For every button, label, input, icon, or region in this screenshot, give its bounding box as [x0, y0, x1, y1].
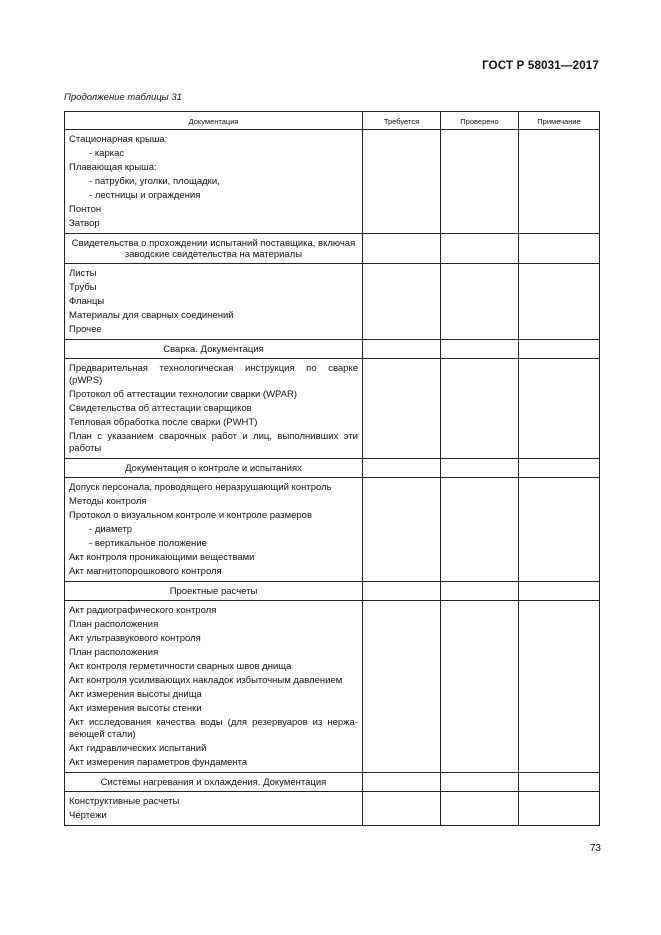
list-item: Понтон [69, 204, 102, 215]
empty-cell [519, 792, 600, 826]
list-item: Методы контроля [69, 496, 147, 507]
empty-cell [519, 130, 600, 234]
section-items [65, 264, 363, 340]
section-title-row [65, 340, 600, 359]
list-item: Стационарная крыша: [69, 134, 168, 145]
section-items [65, 130, 363, 234]
empty-cell [441, 773, 519, 792]
section-title-row [65, 773, 600, 792]
list-item: Акт исследования качества воды (для резервуаров из нержа-веющей стали) [69, 717, 358, 740]
list-item: - диаметр [69, 523, 358, 537]
empty-cell [519, 234, 600, 264]
empty-cell [363, 478, 441, 582]
section-title-row [65, 459, 600, 478]
table-caption: Продолжение таблицы 31 [64, 92, 182, 103]
empty-cell [441, 340, 519, 359]
section-items [65, 792, 363, 826]
empty-cell [441, 234, 519, 264]
column-header-required: Требуется [363, 112, 441, 130]
section-items-row [65, 359, 600, 459]
list-item: План с указанием сварочных работ и лиц, выполнивших эти работы [69, 431, 358, 454]
list-item: План расположения [69, 619, 159, 630]
table-header-row [65, 112, 600, 130]
empty-cell [363, 359, 441, 459]
section-items-row [65, 792, 600, 826]
empty-cell [363, 459, 441, 478]
empty-cell [519, 340, 600, 359]
list-item: - патрубки, уголки, площадки, [69, 175, 358, 189]
list-item: Акт радиографического контроля [69, 605, 217, 616]
list-item: Трубы [69, 282, 97, 293]
list-item: - вертикальное положение [69, 537, 358, 551]
empty-cell [441, 459, 519, 478]
empty-cell [363, 234, 441, 264]
list-item: Акт измерения высоты стенки [69, 703, 202, 714]
list-item: Чертежи [69, 810, 107, 821]
column-header-note: Примечание [519, 112, 600, 130]
empty-cell [363, 582, 441, 601]
list-item: Свидетельства об аттестации сварщиков [69, 403, 252, 414]
column-header-documentation: Документация [65, 112, 363, 130]
section-title: Сварка. Документация [65, 340, 363, 359]
section-title: Свидетельства о прохождении испытаний поставщика, включая заводские свидетельства на материалы [65, 234, 363, 264]
list-item: Акт контроля герметичности сварных швов днища [69, 661, 292, 672]
section-items [65, 601, 363, 773]
list-item: Акт измерения параметров фундамента [69, 757, 248, 768]
list-item: Конструктивные расчеты [69, 796, 180, 807]
list-item: Акт ультразвукового контроля [69, 633, 201, 644]
empty-cell [441, 478, 519, 582]
list-item: Акт контроля усиливающих накладок избыточным давлением [69, 675, 343, 686]
section-title: Документация о контроле и испытаниях [65, 459, 363, 478]
list-item: Акт гидравлических испытаний [69, 743, 207, 754]
empty-cell [441, 601, 519, 773]
empty-cell [519, 478, 600, 582]
list-item: Материалы для сварных соединений [69, 310, 234, 321]
list-item: Фланцы [69, 296, 105, 307]
list-item: Акт магнитопорошкового контроля [69, 566, 222, 577]
empty-cell [441, 264, 519, 340]
empty-cell [363, 130, 441, 234]
section-items [65, 478, 363, 582]
list-item: Протокол о визуальном контроле и контроле размеров [69, 510, 313, 521]
column-header-checked: Проверено [441, 112, 519, 130]
empty-cell [363, 264, 441, 340]
empty-cell [519, 459, 600, 478]
empty-cell [363, 601, 441, 773]
list-item: Акт измерения высоты днища [69, 689, 202, 700]
list-item: Затвор [69, 218, 100, 229]
empty-cell [441, 130, 519, 234]
empty-cell [519, 601, 600, 773]
section-title: Проектные расчеты [65, 582, 363, 601]
empty-cell [519, 773, 600, 792]
empty-cell [441, 792, 519, 826]
list-item: Допуск персонала, проводящего неразрушающий контроль [69, 482, 332, 493]
list-item: Тепловая обработка после сварки (PWHT) [69, 417, 258, 428]
empty-cell [363, 792, 441, 826]
empty-cell [519, 264, 600, 340]
list-item: Предварительная технологическая инструкция по сварке (pWPS) [69, 363, 358, 386]
list-item: - лестницы и ограждения [69, 189, 358, 203]
section-items-row [65, 130, 600, 234]
standard-designation: ГОСТ Р 58031—2017 [482, 60, 599, 72]
section-title-row [65, 582, 600, 601]
documentation-table [64, 111, 600, 826]
section-items-row [65, 478, 600, 582]
empty-cell [519, 582, 600, 601]
section-items-row [65, 601, 600, 773]
page-number: 73 [589, 843, 601, 854]
list-item: - каркас [69, 147, 358, 161]
table-body [65, 130, 600, 826]
section-title-row [65, 234, 600, 264]
section-items [65, 359, 363, 459]
section-items-row [65, 264, 600, 340]
section-title: Системы нагревания и охлаждения. Документация [65, 773, 363, 792]
empty-cell [441, 582, 519, 601]
list-item: Плавающая крыша: [69, 162, 157, 173]
empty-cell [519, 359, 600, 459]
empty-cell [441, 359, 519, 459]
empty-cell [363, 340, 441, 359]
list-item: Протокол об аттестации технологии сварки (WPAR) [69, 389, 298, 400]
list-item: Прочее [69, 324, 102, 335]
empty-cell [363, 773, 441, 792]
list-item: Листы [69, 268, 97, 279]
list-item: Акт контроля проникающими веществами [69, 552, 255, 563]
list-item: План расположения [69, 647, 159, 658]
